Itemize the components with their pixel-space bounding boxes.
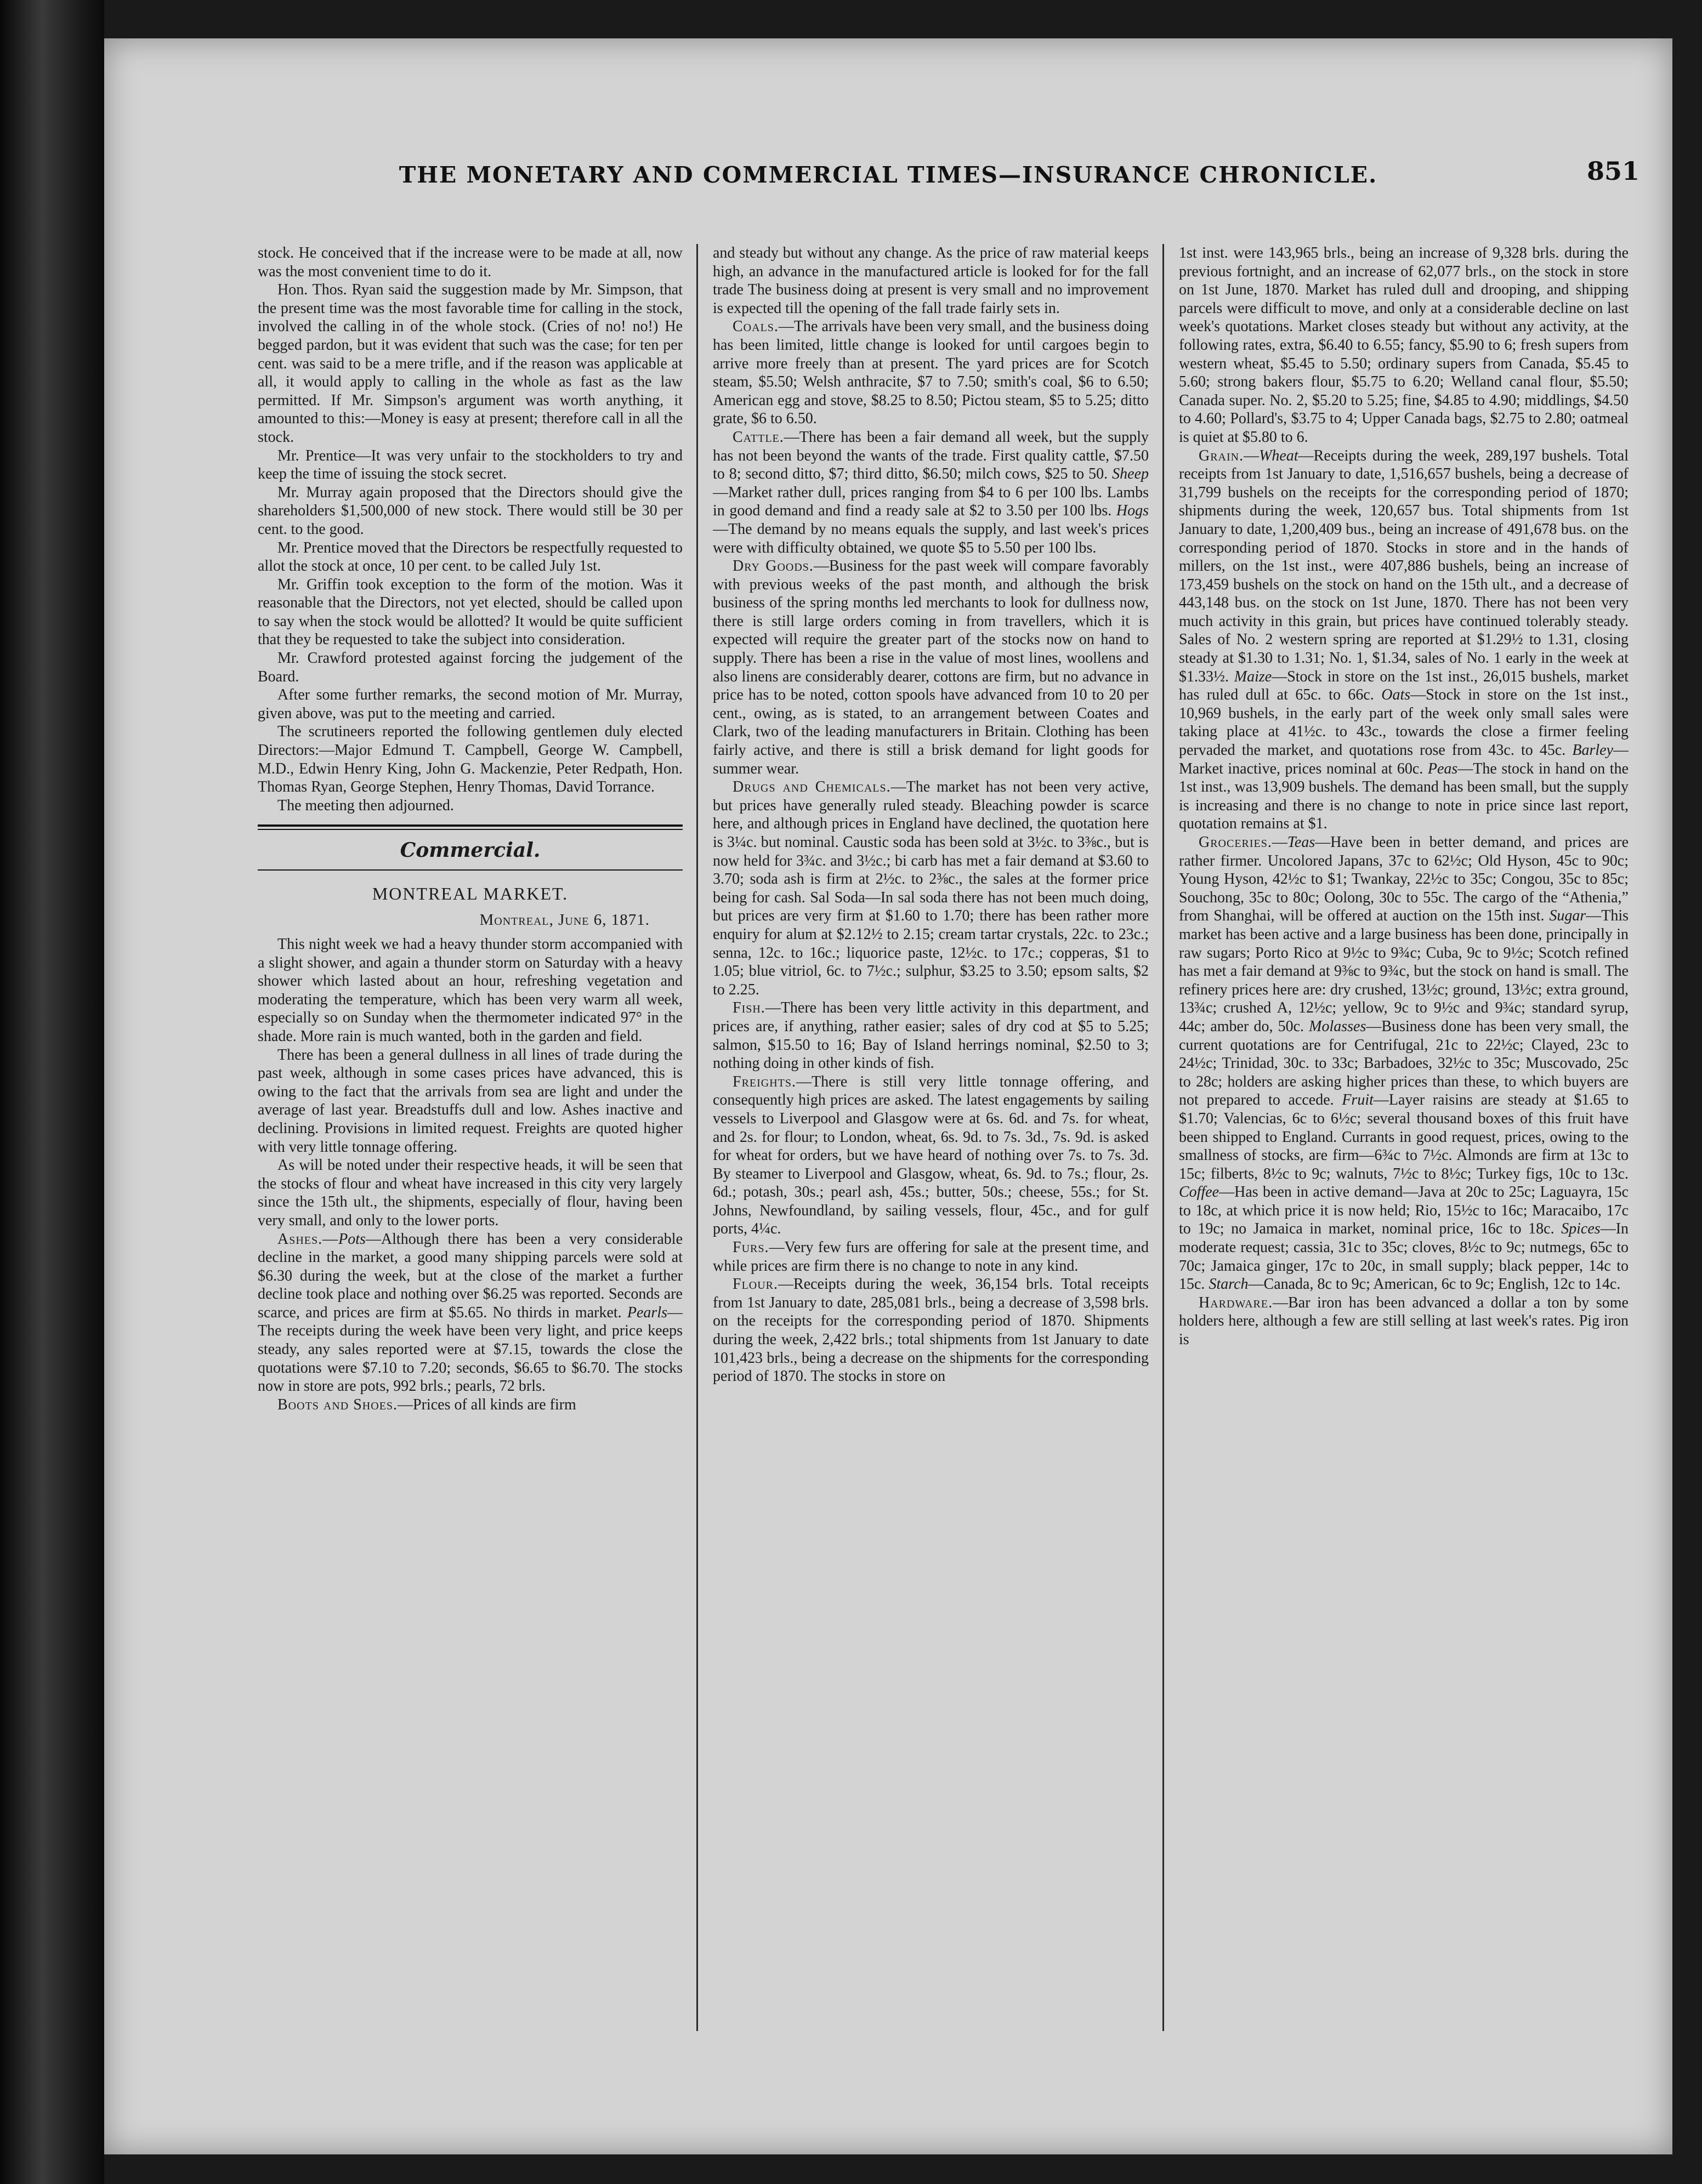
- subhead: Hardware.: [1199, 1294, 1273, 1311]
- text: —Bar iron has been advanced a dollar a ton by some holders here, although a few are still selling at last week's rates. Pig iron is: [1179, 1294, 1629, 1349]
- text: —Market inactive, prices nominal at 60c.: [1179, 742, 1629, 777]
- text: —Although there has been a very considerable decline in the market, a good many shipping parcels were sold at $6.30 during the week, but at the close of the market a further decline took place and nothing over $6.25 was reported. Seconds are scarce, and prices are firm at $5.65. No thirds in market.: [258, 1230, 683, 1321]
- subhead: Boots and Shoes.: [277, 1396, 398, 1413]
- paragraph-boots: [258, 1396, 683, 1414]
- paragraph: Mr. Crawford protested against forcing the judgement of the Board.: [258, 650, 683, 685]
- paragraph-ashes: [258, 1230, 683, 1396]
- subhead: Groceries.: [1199, 834, 1272, 851]
- subhead-italic: Teas: [1287, 834, 1315, 851]
- text: —Business done has been very small, the current quotations are for Centrifugal, 21c to 22½c; Clayed, 23c to 24½c; Trinidad, 30c. to 33c; Barbadoes, 32½c to 35c; Muscovado, 25c to 28c; holders are asking higher prices than these, to which buyers are not prepared to accede.: [1179, 1017, 1629, 1109]
- subhead-italic: Pearls: [627, 1304, 667, 1321]
- text: —Layer raisins are steady at $1.65 to $1.70; Valencias, 6c to 6½c; several thousand boxes of this fruit have been shipped to England. Currants in good request, prices, owing to the smallness of stocks, are firm—6¾c to 7½c. Almonds are firm at 13c to 15c; filberts, 8½c to 9c; walnuts, 7½c to 8½c; Turkey figs, 10c to 13c.: [1179, 1091, 1629, 1182]
- paragraph-groceries: Groceries.—Teas—Have been in better demand, and prices are rather firmer. Uncolored Japans, 37c to 62½c; Old Hyson, 45c to 90c; Young Hyson, 42½c to $1; Twankay, 22½c to 35c; Congou, 35c to 85c; Souchong, 35c to 80c; Oolong, 30c to 55c. The cargo of the “Athenia,” from Shanghai, will be offered at auction on the 15th inst. Sugar—This market has been active and a large business has been done, principally in raw sugars; Porto Rico at 9½c to 9¾c; Cuba, 9c to 9½c; Scotch refined has met a fair demand at 9⅜c to 9¾c, but the stock on hand is small. The refinery prices here are: dry crushed, 13½c; ground, 13½c; extra ground, 13¾c; crushed A, 12½c; yellow, 9c to 9½c and 9¾c; standard syrup, 44c; amber do, 50c. Molasses—Business done has been very small, the current quotations are for Centrifugal, 21c to 22½c; Clayed, 23c to 24½c; Trinidad, 30c. to 33c; Barbadoes, 32½c to 35c; Muscovado, 25c to 28c; holders are asking higher prices than these, to which buyers are not prepared to accede. Fruit—Layer raisins are steady at $1.65 to $1.70; Valencias, 6c to 6½c; several thousand boxes of this fruit have been shipped to England. Currants in good request, prices, owing to the smallness of stocks, are firm—6¾c to 7½c. Almonds are firm at 13c to 15c; filberts, 8½c to 9c; walnuts, 7½c to 8½c; Turkey figs, 10c to 13c. Coffee—Has been in active demand—Java at 20c to 25c; Laguayra, 15c to 18c, at which price it is now held; Rio, 15½c to 16c; Maracaibo, 17c to 19c; no Jamaica in market, nominal price, 16c to 18c. Spices—In moderate request; cassia, 31c to 35c; cloves, 8½c to 9c; nutmegs, 65c to 70c; Jamaica ginger, 17c to 20c, in small supply; black pepper, 14c to 15c. Starch—Canada, 8c to 9c; American, 6c to 9c; English, 12c to 14c.: [1179, 834, 1629, 1293]
- text: —Receipts during the week, 289,197 bushels. Total receipts from 1st January to date, 1,516,657 bushels, being a decrease of 31,799 bushels on the receipts for the corresponding period of 1870; shipments during the week, 120,657 bus. Total shipments from 1st January to date, 1,200,409 bus., being an increase of 491,678 bus. on the corresponding period of 1870. Stocks in store and in the hands of millers, on the 1st inst., were 407,886 bushels, being an increase of 173,459 bushels on the stock on hand on the 15th ult., and a decrease of 443,148 bus. on the stock on 1st June, 1870. There has not been very much activity in this grain, but prices have continued tolerably steady. Sales of No. 2 western spring are reported at $1.29½ to 1.31, closing steady at $1.30 to 1.31; No. 1, $1.34, sales of No. 1 early in the week at $1.33½.: [1179, 447, 1629, 685]
- text: —There has been a fair demand all week, but the supply has not been beyond the wants of the trade. First quality cattle, $7.50 to 8; second ditto, $7; third ditto, $6.50; milch cows, $25 to 50.: [713, 428, 1149, 483]
- text: —Stock in store on the 1st inst., 10,969 bushels, in the early part of the week only small sales were taking place at 41½c. to 43c., towards the close a firmer feeling pervaded the market, and quotations rose from 43c. to 45c.: [1179, 686, 1629, 759]
- paragraph: This night week we had a heavy thunder storm accompanied with a slight shower, and again a thunder storm on Saturday with a heavy shower which lasted about an hour, refreshing vegetation and moderating the temperature, which has been very warm all week, especially so on Sunday when the thermometer indicated 97° in the shade. More rain is much wanted, both in the garden and field.: [258, 936, 683, 1045]
- text: —There has been very little activity in this department, and prices are, if anything, rather easier; sales of dry cod at $5 to 5.25; salmon, $15.50 to 16; Bay of Island herrings nominal, $2.50 to 3; nothing doing in other kinds of fish.: [713, 999, 1149, 1072]
- text: —The market has not been very active, but prices have generally ruled steady. Bleaching powder is scarce here, and although prices in England have declined, the quotation here is 3¼c. but nominal. Caustic soda has been sold at 3½c. to 3⅜c., but is now held for 3¾c. and 3½c.; bi carb has met a fair demand at $3.60 to 3.70; soda ash is firm at 2½c. to 2⅜c., the sales at the former price being for cash. Sal Soda—In sal soda there has not been much doing, but prices are very firm at $1.60 to 1.70; there has been rather more enquiry for alum at $2.12½ to 2.15; cream tartar crystals, 22c. to 23c.; senna, 12c. to 16c.; liquorice paste, 12½c. to 17c.; copperas, $1 to 1.05; blue vitriol, 6c. to 7½c.; sulphur, $3.25 to 3.50; epsom salts, $2 to 2.25.: [713, 778, 1149, 998]
- column-2: [713, 244, 1149, 2124]
- column-3: [1179, 244, 1629, 2124]
- paragraph: Mr. Prentice moved that the Directors be respectfully requested to allot the stock at once, 10 per cent. to be called July 1st.: [258, 539, 683, 575]
- column-rule: [1162, 244, 1164, 2031]
- paragraph: Mr. Murray again proposed that the Directors should give the shareholders $1,500,000 of new stock. There would still be 30 per cent. to the good.: [258, 484, 683, 538]
- subhead-italic: Molasses: [1309, 1017, 1366, 1035]
- subhead: Furs.: [733, 1239, 769, 1256]
- subhead-italic: Coffee: [1179, 1184, 1219, 1201]
- paragraph-dry-goods: [713, 557, 1149, 778]
- subhead: Flour.: [733, 1276, 779, 1293]
- text: —This market has been active and a large business has been done, principally in raw sugars; Porto Rico at 9½c to 9¾c; Cuba, 9c to 9½c; Scotch refined has met a fair demand at 9⅜c to 9¾c, but the stock on hand is small. The refinery prices here are: dry crushed, 13½c; ground, 13½c; extra ground, 13¾c; crushed A, 12½c; yellow, 9c to 9½c and 9¾c; standard syrup, 44c; amber do, 50c.: [1179, 907, 1629, 1035]
- paragraph: Mr. Griffin took exception to the form of the motion. Was it reasonable that the Directors, not yet elected, should be called upon to say when the stock would be allotted? It would be quite sufficient that they be requested to take the subject into consideration.: [258, 576, 683, 649]
- paragraph: 1st inst. were 143,965 brls., being an increase of 9,328 brls. during the previous fortnight, and an increase of 62,077 brls., on the stock in store on 1st June, 1870. Market has ruled dull and drooping, and shipping parcels were difficult to move, and only at a considerable decline on last week's quotations. Market closes steady but without any activity, at the following rates, extra, $6.40 to 6.55; fancy, $5.90 to 6; fresh supers from western wheat, $5.45 to 5.50; ordinary supers from Canada, $5.45 to 5.60; strong bakers flour, $5.75 to 6.20; Welland canal flour, $5.50; Canada super. No. 2, $5.20 to 5.25; fine, $4.85 to 4.90; middlings, $4.50 to 4.60; Pollard's, $3.75 to 4; Upper Canada bags, $2.75 to 2.80; oatmeal is quiet at $5.80 to 6.: [1179, 244, 1629, 446]
- subhead: Freights.: [733, 1073, 797, 1090]
- paragraph: The meeting then adjourned.: [277, 797, 454, 814]
- column-rule: [696, 244, 698, 2031]
- subhead-italic: Peas: [1427, 760, 1458, 777]
- paragraph-grain: Grain.—Wheat—Receipts during the week, 289,197 bushels. Total receipts from 1st January to date, 1,516,657 bushels, being a decrease of 31,799 bushels on the receipts for the corresponding period of 1870; shipments during the week, 120,657 bus. Total shipments from 1st January to date, 1,200,409 bus., being an increase of 491,678 bus. on the corresponding period of 1870. Stocks in store and in the hands of millers, on the 1st inst., were 407,886 bushels, being an increase of 173,459 bushels on the stock on hand on the 15th ult., and a decrease of 443,148 bus. on the stock on 1st June, 1870. There has not been very much activity in this grain, but prices have continued tolerably steady. Sales of No. 2 western spring are reported at $1.29½ to 1.31, closing steady at $1.30 to 1.31; No. 1, $1.34, sales of No. 1 early in the week at $1.33½. Maize—Stock in store on the 1st inst., 26,015 bushels, market has ruled dull at 65c. to 66c. Oats—Stock in store on the 1st inst., 10,969 bushels, in the early part of the week only small sales were taking place at 41½c. to 43c., towards the close a firmer feeling pervaded the market, and quotations rose from 43c. to 45c. Barley—Market inactive, prices nominal at 60c. Peas—The stock in hand on the 1st inst., was 13,909 bushels. The demand has been small, but the supply is increasing and there is no change to note in price since last report, quotation remains at $1.: [1179, 447, 1629, 833]
- article-title: MONTREAL MARKET.: [372, 884, 569, 904]
- subhead-italic: Hogs: [1116, 502, 1149, 520]
- subhead-italic: Wheat: [1259, 447, 1298, 464]
- subhead: Dry Goods.: [733, 558, 814, 575]
- subhead-italic: Pots: [338, 1230, 366, 1248]
- section-divider: [258, 824, 683, 827]
- text: —Has been in active demand—Java at 20c to 25c; Laguayra, 15c to 18c, at which price it is now held; Rio, 15½c to 16c; Maracaibo, 17c to 19c; no Jamaica in market, nominal price, 16c to 18c.: [1179, 1184, 1629, 1238]
- paragraph: Mr. Prentice—It was very unfair to the stockholders to try and keep the time of issuing the stock secret.: [258, 447, 683, 483]
- column-1: [258, 244, 683, 2124]
- subhead-italic: Sheep: [1112, 465, 1149, 483]
- text: —Market rather dull, prices ranging from $4 to 6 per 100 lbs. Lambs in good demand and find a ready sale at $2 to 3.50 per 100 lbs.: [713, 484, 1149, 520]
- section-divider-thin: [258, 869, 683, 871]
- paragraph-hardware: [1179, 1294, 1629, 1349]
- paragraph: stock. He conceived that if the increase were to be made at all, now was the most convenient time to do it.: [258, 244, 683, 280]
- text: —The receipts during the week have been very light, and price keeps steady, any sales reported were at $7.15, towards the close the quotations were $7.10 to 7.20; seconds, $6.65 to $6.70. The stocks now in store are pots, 992 brls.; pearls, 72 brls.: [258, 1304, 683, 1395]
- text: —Canada, 8c to 9c; American, 6c to 9c; English, 12c to 14c.: [1248, 1276, 1621, 1293]
- text: —The stock in hand on the 1st inst., was 13,909 bushels. The demand has been small, but the supply is increasing and there is no change to note in price since last report, quotation remains at $1.: [1179, 760, 1629, 833]
- subhead: Coals.: [733, 318, 779, 335]
- paragraph: The scrutineers reported the following gentlemen duly elected Directors:—Major Edmund T. Campbell, George W. Campbell, M.D., Edwin Henry King, John G. Mackenzie, Peter Redpath, Hon. Thomas Ryan, George Stephen, Henry Thomas, David Torrance.: [258, 723, 683, 796]
- paragraph: Hon. Thos. Ryan said the suggestion made by Mr. Simpson, that the present time was the most favorable time for calling in the stock, involved the calling in of the whole stock. (Cries of no! no!) He begged pardon, but it was evident that such was the case; for ten per cent. was said to be a mere trifle, and if the reason was applicable at all, it would apply to calling in the whole as fast as the law permitted. If Mr. Simpson's argument was worth anything, it amounted to this:—Money is easy at present; therefore call in all the stock.: [258, 281, 683, 446]
- scan-edge-left: [0, 0, 104, 2184]
- subhead: Fish.: [733, 999, 765, 1017]
- paragraph-flour: [713, 1275, 1149, 1386]
- paragraph-coals: [713, 317, 1149, 428]
- section-divider-thin: [258, 829, 683, 830]
- text: —Prices of all kinds are firm: [398, 1396, 576, 1413]
- paragraph: and steady but without any change. As the price of raw material keeps high, an advance in the manufactured article is looked for for the fall trade The business doing at present is very small and no improvement is expected till the opening of the fall trade fairly sets in.: [713, 244, 1149, 317]
- text: —The demand by no means equals the supply, and last week's prices were with difficulty obtained, we quote $5 to 5.50 per 100 lbs.: [713, 520, 1149, 556]
- text: —Have been in better demand, and prices are rather firmer. Uncolored Japans, 37c to 62½c; Old Hyson, 45c to 90c; Young Hyson, 42½c to $1; Twankay, 22½c to 35c; Congou, 35c to 85c; Souchong, 35c to 80c; Oolong, 30c to 55c. The cargo of the “Athenia,” from Shanghai, will be offered at auction on the 15th inst.: [1179, 834, 1629, 925]
- subhead-italic: Fruit: [1342, 1091, 1374, 1109]
- masthead-title: THE MONETARY AND COMMERCIAL TIMES—INSURANCE CHRONICLE.: [399, 162, 1378, 188]
- page-header: [104, 156, 1672, 206]
- subhead-italic: Barley: [1572, 742, 1614, 759]
- dateline: Montreal, June 6, 1871.: [479, 911, 650, 929]
- text: —In moderate request; cassia, 31c to 35c; cloves, 8½c to 9c; nutmegs, 65c to 70c; Jamaica ginger, 17c to 20c, in small supply; black pepper, 14c to 15c.: [1179, 1220, 1629, 1293]
- subhead-italic: Sugar: [1549, 907, 1586, 925]
- subhead: Grain.: [1199, 447, 1244, 464]
- paragraph: As will be noted under their respective heads, it will be seen that the stocks of flour and wheat have increased in this city very largely since the 15th ult., the shipments, especially of flour, having been very small, and only to the lower ports.: [258, 1157, 683, 1229]
- text: —There is still very little tonnage offering, and consequently high prices are asked. The latest engagements by sailing vessels to Liverpool and Glasgow were at 6s. 6d. and 7s. for wheat, and 2s. for flour; to London, wheat, 6s. 9d. to 7s. 3d., 7s. 9d. is asked for wheat for orders, but we have heard of nothing over 7s. to 7s. 3d. By steamer to Liverpool and Glasgow, wheat, 6s. 9d. to 7s.; flour, 2s. 6d.; potash, 30s.; pearl ash, 45s.; butter, 50s.; cheese, 55s.; for St. Johns, Newfoundland, by sailing vessels, flour, 45c., and for gulf ports, 4¼c.: [713, 1073, 1149, 1238]
- text: —Stock in store on the 1st inst., 26,015 bushels, market has ruled dull at 65c. to 66c.: [1179, 668, 1629, 704]
- section-title: Commercial.: [400, 839, 541, 862]
- paragraph: After some further remarks, the second motion of Mr. Murray, given above, was put to the meeting and carried.: [258, 686, 683, 722]
- page-number: 851: [1586, 156, 1639, 186]
- subhead-italic: Oats: [1381, 686, 1411, 704]
- text: —Receipts during the week, 36,154 brls. Total receipts from 1st January to date, 285,081 brls., being a decrease of 3,598 brls. on the receipts for the corresponding period of 1870. Shipments during the week, 2,422 brls.; total shipments from 1st January to date 101,423 brls., being a decrease on the shipments for the corresponding period of 1870. The stocks in store on: [713, 1276, 1149, 1385]
- paragraph-drugs: [713, 778, 1149, 999]
- subhead-italic: Maize: [1234, 668, 1272, 685]
- subhead-italic: Spices: [1561, 1220, 1601, 1238]
- subhead: Drugs and Chemicals.: [733, 778, 891, 796]
- paragraph: There has been a general dullness in all lines of trade during the past week, although in some cases prices have advanced, this is owing to the fact that the arrivals from sea are light and under the average of last year. Breadstuffs dull and low. Ashes inactive and declining. Provisions in limited request. Freights are quoted higher with very little tonnage offering.: [258, 1046, 683, 1156]
- paragraph-furs: [713, 1238, 1149, 1275]
- text: —Business for the past week will compare favorably with previous weeks of the past month, and although the brisk business of the spring months led merchants to look for dullness now, there is still large orders coming in from travellers, which it is expected will require the greater part of the stocks now on hand to supply. There has been a rise in the value of most lines, woollens and also linens are considerably dearer, cottons are firm, but no advance in price has to be noted, cotton spools have advanced from 10 to 20 per cent., owing, as is stated, to an arrangement between Coates and Clark, two of the leading manufacturers in Britain. Clothing has been fairly active, and there is still a brisk demand for light goods for summer wear.: [713, 558, 1149, 777]
- paragraph-cattle: [713, 428, 1149, 557]
- newspaper-page: [104, 38, 1672, 2154]
- paragraph-freights: [713, 1073, 1149, 1238]
- text: —The arrivals have been very small, and the business doing has been limited, little change is looked for until cargoes begin to arrive more freely than at present. The yard prices are for Scotch steam, $5.50; Welsh anthracite, $7 to 7.50; smith's coal, $6 to 6.50; American egg and stove, $8.25 to 8.50; Pictou steam, $5 to 5.25; ditto grate, $6 to 6.50.: [713, 318, 1149, 428]
- subhead-italic: Starch: [1209, 1276, 1249, 1293]
- text: —Very few furs are offering for sale at the present time, and while prices are firm there is no change to note in any kind.: [713, 1239, 1149, 1275]
- subhead: Cattle.: [733, 428, 784, 446]
- paragraph-fish: [713, 999, 1149, 1072]
- subhead: Ashes.—: [277, 1230, 339, 1248]
